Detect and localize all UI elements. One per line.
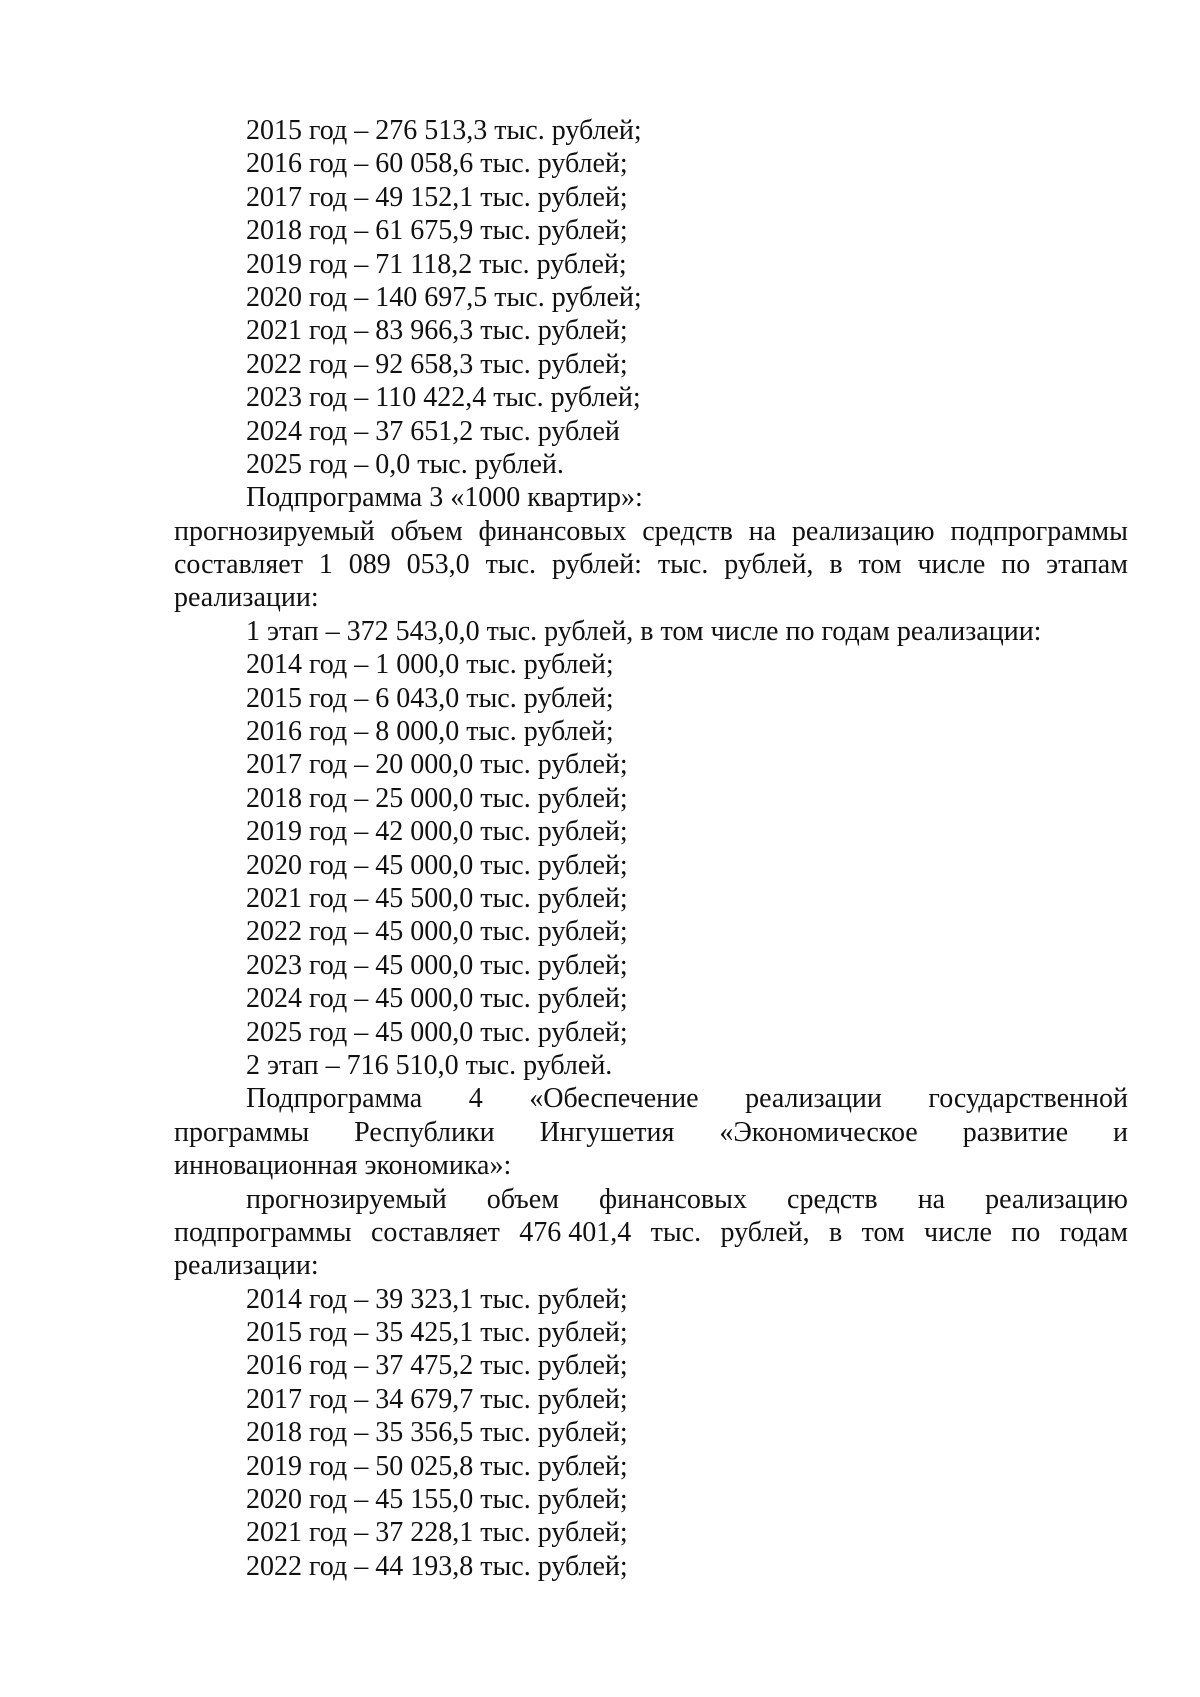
year-line: 2014 год – 1 000,0 тыс. рублей; <box>246 649 614 681</box>
subprogram4-paragraph-line <box>174 1216 1128 1249</box>
word: числе <box>924 1216 992 1248</box>
word: этапам <box>1046 549 1128 581</box>
word: прогнозируемый <box>246 1183 447 1215</box>
word: подпрограммы <box>950 515 1128 547</box>
word: рублей, <box>724 549 814 581</box>
word: в <box>829 549 843 581</box>
word: развитие <box>962 1116 1069 1148</box>
year-line: 2021 год – 37 228,1 тыс. рублей; <box>246 1517 628 1549</box>
year-line: 2020 год – 45 000,0 тыс. рублей; <box>246 849 628 881</box>
word: Ингушетия <box>539 1116 675 1148</box>
word: 476 401,4 <box>519 1216 632 1248</box>
subprogram4-heading-line <box>174 1082 1128 1115</box>
year-line: 2020 год – 45 155,0 тыс. рублей; <box>246 1484 628 1516</box>
word: по <box>1001 549 1031 581</box>
word: Подпрограмма <box>246 1083 423 1115</box>
word: реализацию <box>985 1183 1128 1215</box>
year-line: 2021 год – 45 500,0 тыс. рублей; <box>246 882 628 914</box>
word: объем <box>390 515 463 547</box>
word: подпрограммы <box>174 1216 352 1248</box>
word: Республики <box>354 1116 495 1148</box>
word: числе <box>917 549 986 581</box>
word: финансовых <box>598 1183 747 1215</box>
year-line: 2023 год – 110 422,4 тыс. рублей; <box>246 382 641 414</box>
word: государственной <box>928 1083 1128 1115</box>
word: программы <box>174 1116 310 1148</box>
word: на <box>917 1183 946 1215</box>
word: тыс. <box>485 549 537 581</box>
word: реализацию <box>791 515 935 547</box>
year-line: 2017 год – 20 000,0 тыс. рублей; <box>246 749 628 781</box>
year-line: 2016 год – 37 475,2 тыс. рублей; <box>246 1350 628 1382</box>
block1-year-list <box>174 114 1128 481</box>
document-page <box>174 114 1128 1583</box>
year-line: 2025 год – 45 000,0 тыс. рублей; <box>246 1016 628 1048</box>
year-line: 2021 год – 83 966,3 тыс. рублей; <box>246 315 628 347</box>
year-line: 2024 год – 37 651,2 тыс. рублей <box>246 415 620 447</box>
subprogram3-heading: Подпрограмма 3 «1000 квартир»: <box>246 482 643 514</box>
word: 4 <box>468 1083 483 1115</box>
word: прогнозируемый <box>174 515 375 547</box>
word: том <box>861 1216 905 1248</box>
subprogram4-heading-line <box>174 1116 1128 1149</box>
word: на <box>748 515 777 547</box>
year-line: 2022 год – 44 193,8 тыс. рублей; <box>246 1550 628 1582</box>
word: том <box>858 549 902 581</box>
subprogram3-paragraph-line: реализации: <box>174 582 319 614</box>
subprogram4-paragraph-line <box>174 1183 1128 1216</box>
subprogram4-paragraph-line: реализации: <box>174 1250 319 1282</box>
year-line: 2014 год – 39 323,1 тыс. рублей; <box>246 1283 628 1315</box>
year-line: 2023 год – 45 000,0 тыс. рублей; <box>246 949 628 981</box>
word: составляет <box>174 549 303 581</box>
year-line: 2018 год – 25 000,0 тыс. рублей; <box>246 782 628 814</box>
year-line: 2015 год – 276 513,3 тыс. рублей; <box>246 115 642 146</box>
subprogram3-stage1: 1 этап – 372 543,0,0 тыс. рублей, в том числе по годам реализации: <box>246 615 1042 647</box>
year-line: 2024 год – 45 000,0 тыс. рублей; <box>246 983 628 1015</box>
year-line: 2015 год – 6 043,0 тыс. рублей; <box>246 682 614 714</box>
year-line: 2018 год – 61 675,9 тыс. рублей; <box>246 215 628 247</box>
word: в <box>829 1216 843 1248</box>
year-line: 2022 год – 92 658,3 тыс. рублей; <box>246 348 628 380</box>
year-line: 2016 год – 8 000,0 тыс. рублей; <box>246 716 614 748</box>
year-line: 2018 год – 35 356,5 тыс. рублей; <box>246 1417 628 1449</box>
year-line: 2019 год – 42 000,0 тыс. рублей; <box>246 816 628 848</box>
word: рублей, <box>720 1216 810 1248</box>
subprogram4-heading-line: инновационная экономика»: <box>174 1150 512 1182</box>
subprogram3-paragraph-line <box>174 515 1128 548</box>
year-line: 2016 год – 60 058,6 тыс. рублей; <box>246 148 628 180</box>
year-line: 2019 год – 71 118,2 тыс. рублей; <box>246 248 627 280</box>
year-line: 2020 год – 140 697,5 тыс. рублей; <box>246 281 642 313</box>
word: средств <box>787 1183 878 1215</box>
year-line: 2019 год – 50 025,8 тыс. рублей; <box>246 1450 628 1482</box>
word: рублей: <box>551 549 642 581</box>
word: средств <box>642 515 733 547</box>
word: тыс. <box>650 1216 702 1248</box>
subprogram3-paragraph-line <box>174 548 1128 581</box>
word: и <box>1113 1116 1128 1148</box>
subprogram3-year-list <box>174 648 1128 1049</box>
word: 053,0 <box>406 549 470 581</box>
subprogram4-year-list <box>174 1283 1128 1584</box>
subprogram3-stage2: 2 этап – 716 510,0 тыс. рублей. <box>246 1049 613 1081</box>
word: 089 <box>348 549 391 581</box>
word: 1 <box>318 549 333 581</box>
word: «Обеспечение <box>529 1083 699 1115</box>
word: «Экономическое <box>719 1116 918 1148</box>
year-line: 2015 год – 35 425,1 тыс. рублей; <box>246 1317 628 1349</box>
word: составляет <box>370 1216 500 1248</box>
word: тыс. <box>657 549 709 581</box>
word: реализации <box>745 1083 882 1115</box>
word: объем <box>486 1183 559 1215</box>
year-line: 2017 год – 34 679,7 тыс. рублей; <box>246 1383 628 1415</box>
year-line: 2022 год – 45 000,0 тыс. рублей; <box>246 916 628 948</box>
word: годам <box>1059 1216 1128 1248</box>
year-line: 2017 год – 49 152,1 тыс. рублей; <box>246 181 628 213</box>
word: по <box>1011 1216 1041 1248</box>
word: финансовых <box>478 515 627 547</box>
year-line: 2025 год – 0,0 тыс. рублей. <box>246 448 564 480</box>
